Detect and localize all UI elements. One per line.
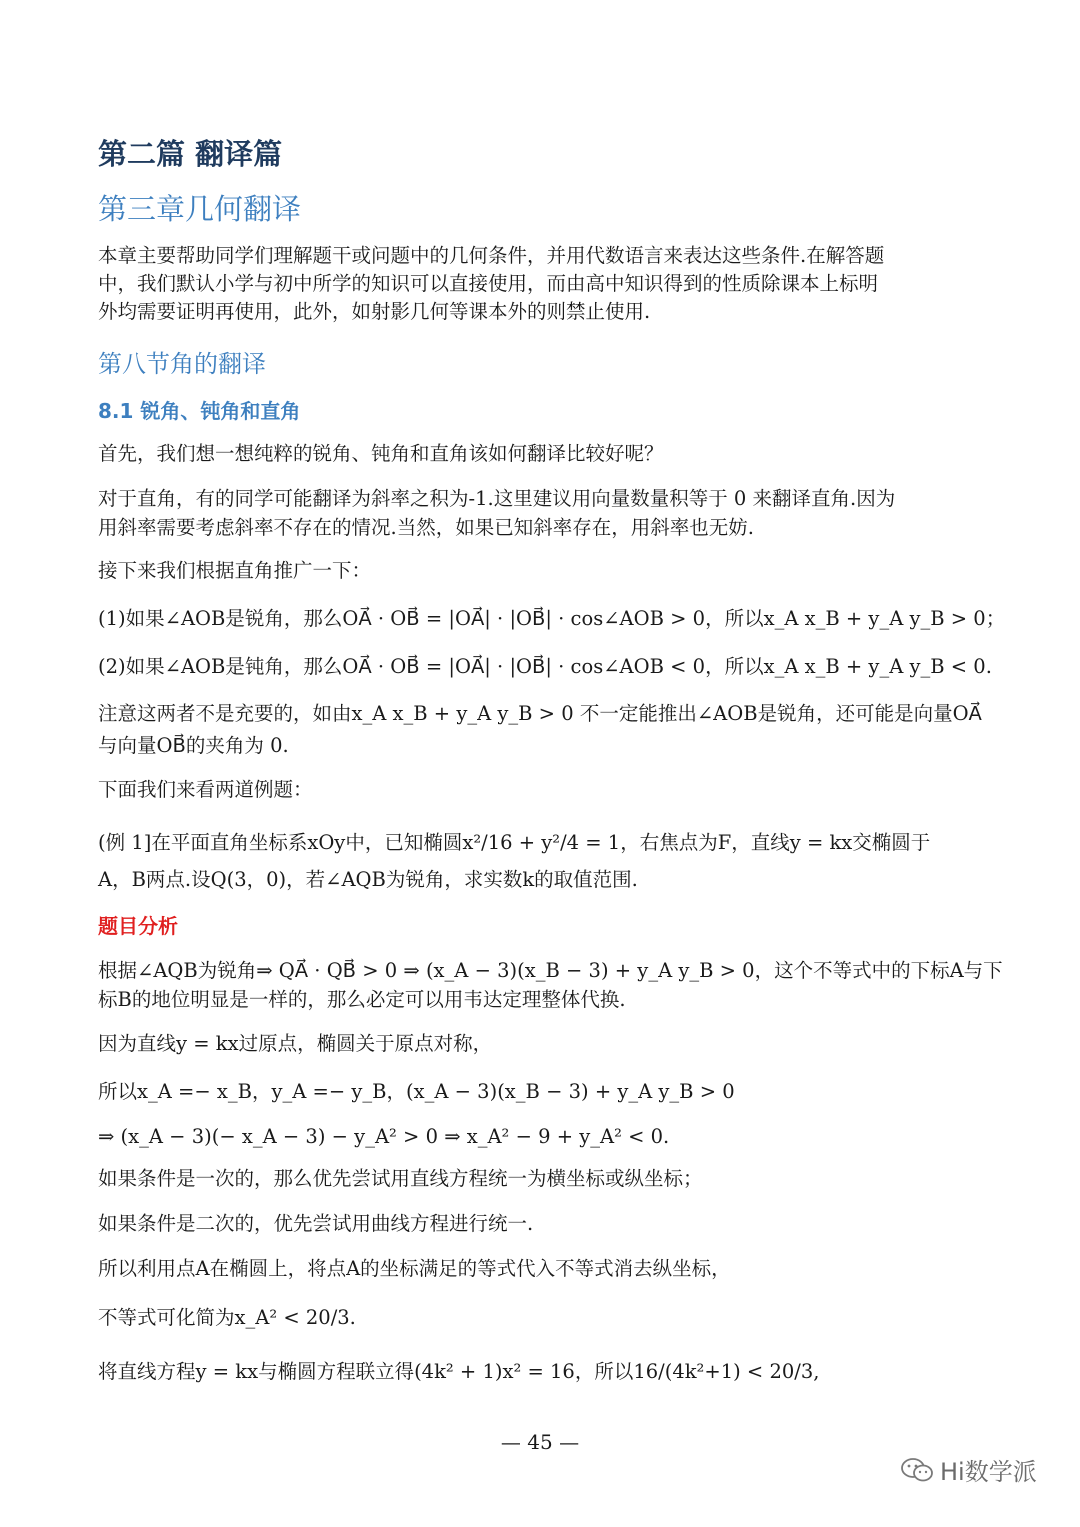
wechat-icon (900, 1456, 934, 1484)
analysis-line-10: 将直线方程y = kx与椭圆方程联立得(4k² + 1)x² = 16，所以16/(4k²+1) < 20/3, (98, 1360, 820, 1383)
subsection-title: 8.1 锐角、钝角和直角 (98, 399, 301, 423)
paragraph-4-line-2: 与向量OB⃗的夹角为 0. (98, 734, 289, 757)
watermark-text: Hi数学派 (940, 1458, 1037, 1486)
analysis-line-1: 根据∠AQB为锐角⇒ QA⃗ · QB⃗ > 0 ⇒ (x_A − 3)(x_B − 3) + y_A y_B > 0，这个不等式中的下标A与下 (98, 959, 1003, 982)
analysis-line-5: ⇒ (x_A − 3)(− x_A − 3) − y_A² > 0 ⇒ x_A² − 9 + y_A² < 0. (98, 1125, 670, 1148)
intro-line-1: 本章主要帮助同学们理解题干或问题中的几何条件，并用代数语言来表达这些条件.在解答题 (98, 244, 885, 267)
paragraph-5: 下面我们来看两道例题： (98, 778, 313, 801)
paragraph-4-line-1: 注意这两者不是充要的，如由x_A x_B + y_A y_B > 0 不一定能推出∠AOB是锐角，还可能是向量OA⃗ (98, 702, 982, 725)
page-number: — 45 — (500, 1430, 580, 1454)
analysis-line-6: 如果条件是一次的，那么优先尝试用直线方程统一为横坐标或纵坐标； (98, 1167, 703, 1190)
example-1-line-1: (例 1]在平面直角坐标系xOy中，已知椭圆x²/16 + y²/4 = 1，右焦点为F，直线y = kx交椭圆于 (98, 831, 931, 854)
intro-line-3: 外均需要证明再使用，此外，如射影几何等课本外的则禁止使用. (98, 300, 651, 323)
paragraph-1: 首先，我们想一想纯粹的锐角、钝角和直角该如何翻译比较好呢？ (98, 442, 664, 465)
analysis-line-8: 所以利用点A在椭圆上，将点A的坐标满足的等式代入不等式消去纵坐标， (98, 1257, 731, 1280)
paragraph-3: 接下来我们根据直角推广一下： (98, 559, 372, 582)
section-title: 第八节角的翻译 (98, 350, 266, 378)
analysis-line-2: 标B的地位明显是一样的，那么必定可以用韦达定理整体代换. (98, 988, 626, 1011)
paragraph-2-line-1: 对于直角，有的同学可能翻译为斜率之积为-1.这里建议用向量数量积等于 0 来翻译直角.因为 (98, 487, 896, 510)
analysis-line-4: 所以x_A =− x_B，y_A =− y_B，(x_A − 3)(x_B − 3) + y_A y_B > 0 (98, 1080, 735, 1103)
analysis-line-7: 如果条件是二次的，优先尝试用曲线方程进行统一. (98, 1212, 534, 1235)
part-title: 第二篇 翻译篇 (98, 137, 283, 171)
formula-obtuse: (2)如果∠AOB是钝角，那么OA⃗ · OB⃗ = |OA⃗| · |OB⃗| · cos∠AOB < 0，所以x_A x_B + y_A y_B < 0. (98, 655, 992, 678)
intro-line-2: 中，我们默认小学与初中所学的知识可以直接使用，而由高中知识得到的性质除课本上标明 (98, 272, 879, 295)
analysis-title: 题目分析 (98, 914, 178, 938)
chapter-title: 第三章几何翻译 (98, 192, 302, 226)
watermark (900, 1452, 1037, 1487)
paragraph-2-line-2: 用斜率需要考虑斜率不存在的情况.当然，如果已知斜率存在，用斜率也无妨. (98, 516, 754, 539)
formula-acute: (1)如果∠AOB是锐角，那么OA⃗ · OB⃗ = |OA⃗| · |OB⃗| · cos∠AOB > 0，所以x_A x_B + y_A y_B > 0； (98, 607, 1006, 630)
analysis-line-9: 不等式可化简为x_A² < 20/3. (98, 1306, 356, 1329)
analysis-line-3: 因为直线y = kx过原点，椭圆关于原点对称， (98, 1032, 493, 1055)
example-1-line-2: A，B两点.设Q(3，0)，若∠AQB为锐角，求实数k的取值范围. (98, 868, 638, 891)
